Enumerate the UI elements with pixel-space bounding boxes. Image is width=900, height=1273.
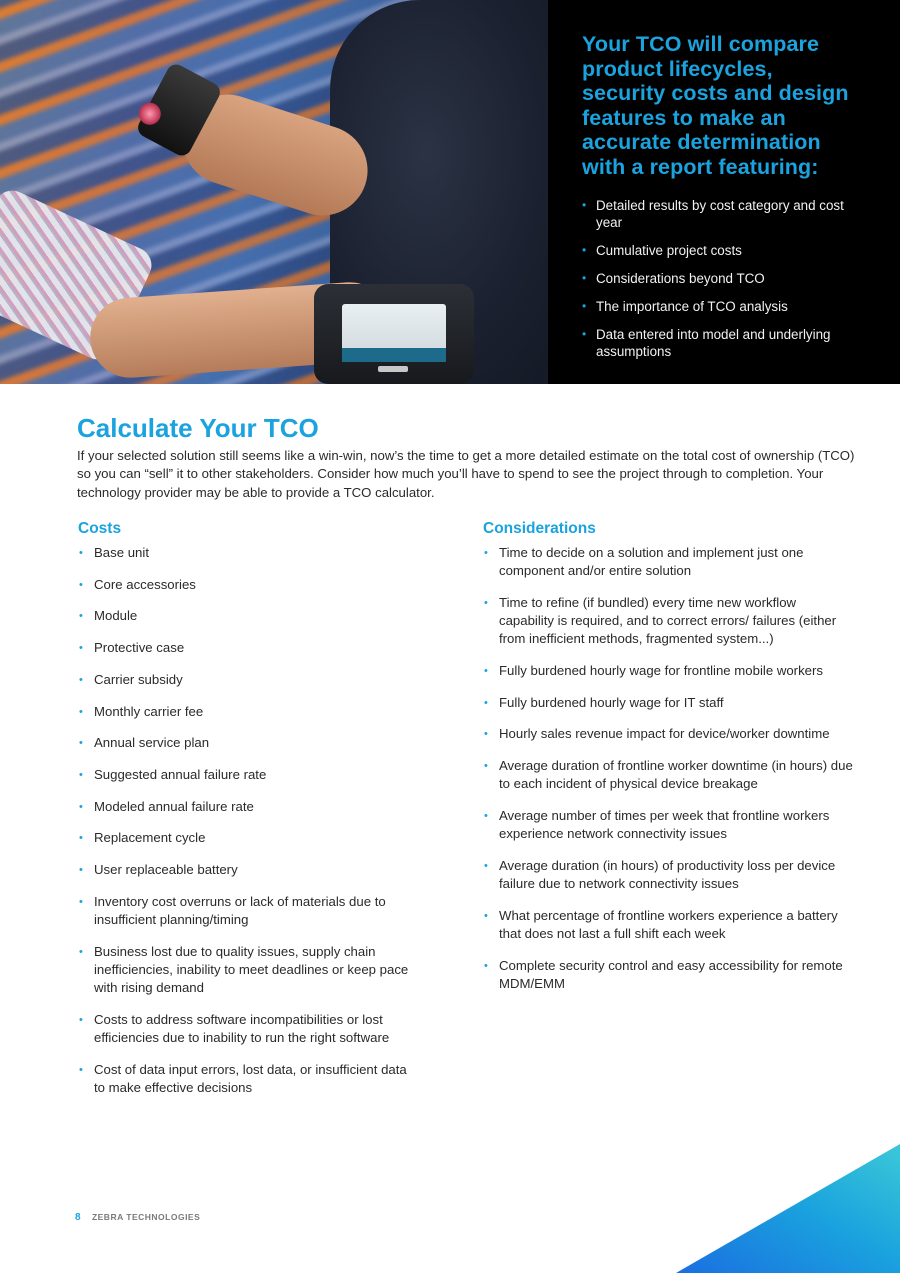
bullet-icon: • bbox=[79, 578, 83, 591]
consideration-item-text: Time to decide on a solution and implement just one component and/or entire solution bbox=[499, 545, 804, 579]
considerations-column bbox=[483, 519, 853, 1007]
report-feature-item-text: Data entered into model and underlying assumptions bbox=[596, 327, 831, 359]
section-title: Calculate Your TCO bbox=[77, 413, 319, 443]
report-feature-item bbox=[582, 270, 860, 287]
report-features-list bbox=[582, 197, 860, 360]
cost-item-text: Inventory cost overruns or lack of materials due to insufficient planning/timing bbox=[94, 893, 386, 927]
consideration-item bbox=[483, 544, 853, 580]
cost-item-text: User replaceable battery bbox=[94, 862, 238, 878]
consideration-item-text: Hourly sales revenue impact for device/worker downtime bbox=[499, 726, 830, 742]
costs-column bbox=[78, 519, 418, 1111]
consideration-item bbox=[483, 857, 853, 893]
cost-item-text: Costs to address software incompatibilities or lost efficiencies due to inability to run the right software bbox=[94, 1011, 390, 1045]
bullet-icon: • bbox=[79, 705, 83, 718]
bullet-icon: • bbox=[582, 299, 587, 313]
consideration-item-text: Fully burdened hourly wage for frontline mobile workers bbox=[499, 663, 823, 679]
report-features-panel bbox=[548, 0, 900, 384]
cost-item-text: Replacement cycle bbox=[94, 830, 206, 846]
considerations-list bbox=[483, 544, 853, 993]
cost-item-text: Cost of data input errors, lost data, or insufficient data to make effective decisions bbox=[94, 1061, 407, 1095]
consideration-item bbox=[483, 594, 853, 649]
consideration-item bbox=[483, 725, 853, 743]
report-feature-item bbox=[582, 298, 860, 315]
bullet-icon: • bbox=[484, 547, 488, 559]
considerations-heading: Considerations bbox=[483, 520, 596, 537]
report-feature-item bbox=[582, 242, 860, 259]
hero-photo bbox=[0, 0, 548, 384]
cost-item-text: Core accessories bbox=[94, 576, 196, 592]
bullet-icon: • bbox=[582, 198, 587, 212]
cost-item-text: Module bbox=[94, 608, 138, 624]
cost-item bbox=[78, 544, 418, 562]
section-intro: If your selected solution still seems like a win-win, now’s the time to get a more detailed estimate on the total cost of ownership (TCO) so you can “sell” it to other stakeholders. Consider how much you’ll have to spend to see the project through to completion. Your technology provider may be able to provide a TCO calculator. bbox=[77, 448, 855, 500]
bullet-icon: • bbox=[79, 610, 83, 623]
consideration-item-text: Average duration (in hours) of productivity loss per device failure due to network connectivity issues bbox=[499, 857, 836, 892]
cost-item bbox=[78, 1061, 418, 1097]
consideration-item-text: Average number of times per week that frontline workers experience network connectivity issues bbox=[499, 808, 830, 842]
bullet-icon: • bbox=[484, 728, 488, 741]
device-logo bbox=[378, 366, 408, 372]
bullet-icon: • bbox=[79, 832, 83, 845]
bullet-icon: • bbox=[79, 895, 83, 908]
bullet-icon: • bbox=[79, 864, 83, 877]
cost-item-text: Suggested annual failure rate bbox=[94, 766, 267, 782]
bullet-icon: • bbox=[79, 642, 83, 655]
bullet-icon: • bbox=[582, 271, 587, 285]
cost-item bbox=[78, 576, 418, 594]
cost-item bbox=[78, 639, 418, 657]
cost-item bbox=[78, 798, 418, 816]
report-feature-item-text: Considerations beyond TCO bbox=[596, 271, 765, 286]
cost-item bbox=[78, 671, 418, 689]
cost-item bbox=[78, 703, 418, 721]
page-number: 8 bbox=[75, 1212, 82, 1223]
cost-item bbox=[78, 1011, 418, 1047]
cost-item-text: Modeled annual failure rate bbox=[94, 798, 254, 814]
wearable-computer-image bbox=[314, 284, 474, 384]
bullet-icon: • bbox=[484, 810, 488, 823]
consideration-item-text: Average duration of frontline worker downtime (in hours) due to each incident of physical device breakage bbox=[499, 758, 853, 792]
consideration-item bbox=[483, 662, 853, 680]
bullet-icon: • bbox=[79, 673, 83, 686]
cost-item bbox=[78, 943, 418, 998]
cost-item-text: Carrier subsidy bbox=[94, 671, 183, 687]
bullet-icon: • bbox=[79, 1013, 83, 1026]
report-feature-item-text: The importance of TCO analysis bbox=[596, 299, 788, 314]
cost-item bbox=[78, 734, 418, 752]
page-footer bbox=[75, 1211, 200, 1224]
bullet-icon: • bbox=[582, 243, 587, 257]
cost-item-text: Base unit bbox=[94, 545, 149, 560]
consideration-item bbox=[483, 757, 853, 793]
bullet-icon: • bbox=[79, 737, 83, 750]
bullet-icon: • bbox=[484, 859, 488, 872]
report-feature-item-text: Detailed results by cost category and cost year bbox=[596, 198, 844, 230]
cost-item-text: Annual service plan bbox=[94, 735, 210, 751]
consideration-item-text: Time to refine (if bundled) every time new workflow capability is required, and to correct errors/ failures (either from inefficient methods, fragmented system...) bbox=[499, 594, 837, 647]
cost-item bbox=[78, 607, 418, 625]
bullet-icon: • bbox=[484, 596, 488, 609]
cost-item bbox=[78, 766, 418, 784]
consideration-item-text: What percentage of frontline workers experience a battery that does not last a full shift each week bbox=[499, 907, 838, 942]
bullet-icon: • bbox=[79, 800, 83, 813]
bullet-icon: • bbox=[582, 327, 587, 341]
consideration-item bbox=[483, 957, 853, 993]
report-feature-item bbox=[582, 326, 860, 360]
company-name: ZEBRA TECHNOLOGIES bbox=[91, 1212, 201, 1222]
report-features-heading: Your TCO will compare product lifecycles, security costs and design features to make an accurate determination with a report featuring: bbox=[582, 32, 849, 179]
cost-item bbox=[78, 893, 418, 929]
consideration-item bbox=[483, 694, 853, 712]
cost-item-text: Business lost due to quality issues, supply chain inefficiencies, inability to meet deadlines or keep pace with rising demand bbox=[94, 943, 409, 996]
bullet-icon: • bbox=[79, 547, 83, 559]
bullet-icon: • bbox=[484, 760, 488, 773]
wearable-screen bbox=[342, 304, 446, 362]
calculate-tco-section bbox=[77, 413, 867, 502]
cost-item bbox=[78, 829, 418, 847]
report-feature-item bbox=[582, 197, 860, 231]
bullet-icon: • bbox=[79, 768, 83, 781]
costs-list bbox=[78, 544, 418, 1097]
hero-banner bbox=[0, 0, 900, 384]
consideration-item bbox=[483, 907, 853, 943]
consideration-item-text: Complete security control and easy accessibility for remote MDM/EMM bbox=[499, 957, 843, 991]
bullet-icon: • bbox=[484, 909, 488, 922]
bullet-icon: • bbox=[484, 959, 488, 972]
cost-item bbox=[78, 861, 418, 879]
bullet-icon: • bbox=[484, 665, 488, 678]
bullet-icon: • bbox=[484, 696, 488, 709]
bullet-icon: • bbox=[79, 945, 83, 958]
bullet-icon: • bbox=[79, 1063, 83, 1076]
consideration-item-text: Fully burdened hourly wage for IT staff bbox=[499, 694, 724, 710]
consideration-item bbox=[483, 807, 853, 843]
costs-heading: Costs bbox=[78, 520, 122, 537]
cost-item-text: Monthly carrier fee bbox=[94, 703, 204, 719]
report-feature-item-text: Cumulative project costs bbox=[596, 243, 742, 258]
cost-item-text: Protective case bbox=[94, 640, 185, 656]
